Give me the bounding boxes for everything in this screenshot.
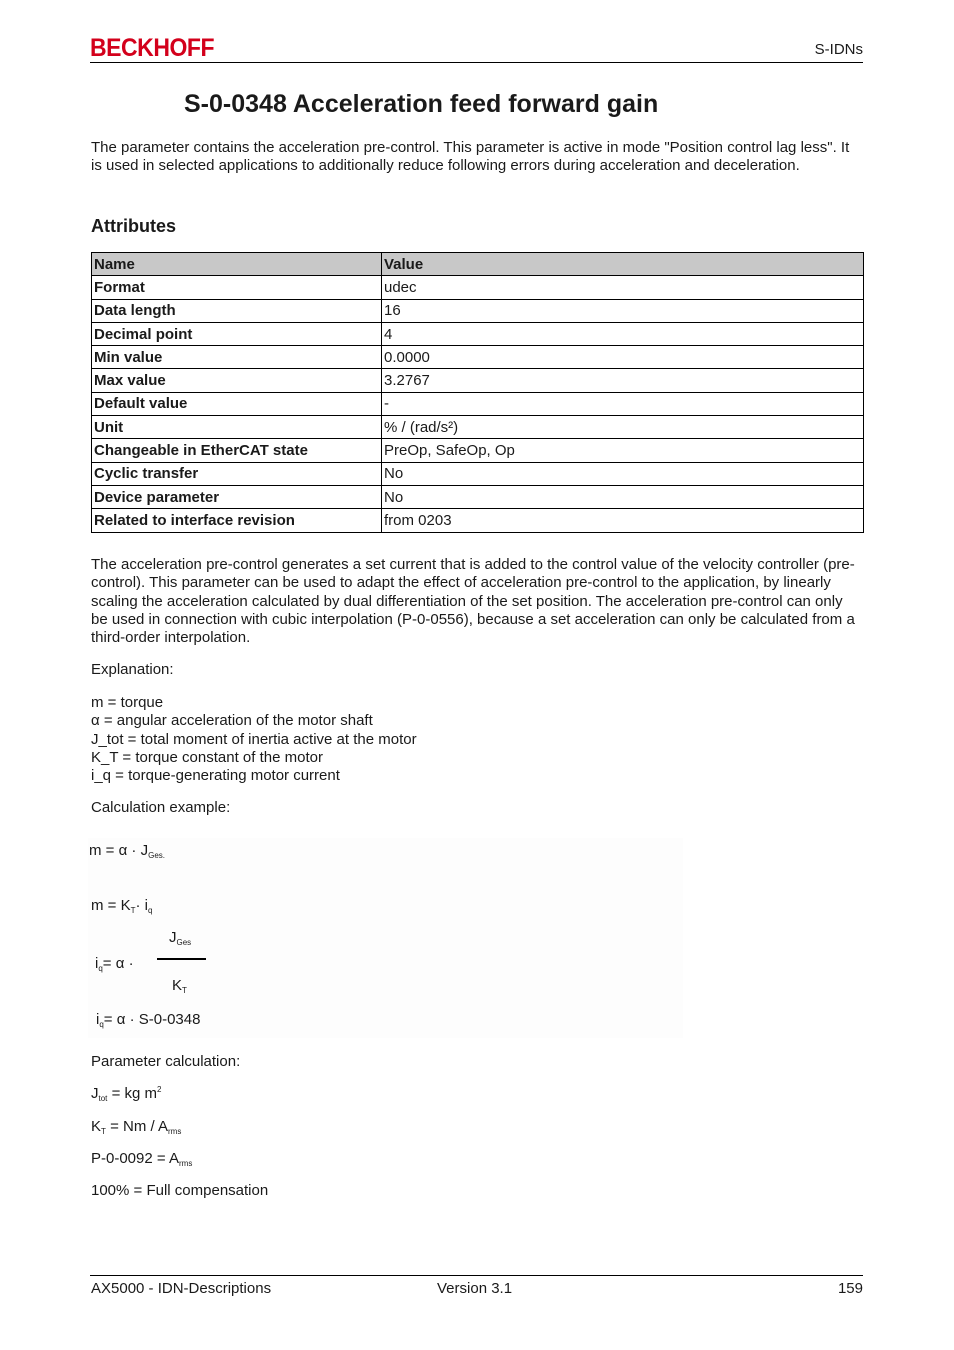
formula-torque-inertia (89, 842, 165, 860)
formula-subscript: T (182, 986, 187, 995)
attr-name: Related to interface revision (92, 509, 382, 532)
table-row (92, 416, 864, 439)
unit-kt (91, 1118, 181, 1136)
formula-subscript: rms (178, 1159, 193, 1168)
formula-text: · i (135, 897, 148, 914)
formula-text: K (91, 1118, 102, 1135)
column-header-name: Name (92, 253, 382, 276)
formula-text: = α · (102, 955, 134, 972)
formula-text: i (96, 1011, 100, 1028)
table-row (92, 276, 864, 299)
attr-name: Default value (92, 392, 382, 415)
formula-text: P-0-0092 = A (91, 1150, 179, 1167)
attr-name: Unit (92, 416, 382, 439)
explanation-list (91, 694, 417, 785)
formula-subscript: T (101, 1127, 106, 1136)
footer-version: Version 3.1 (437, 1280, 513, 1297)
attr-name: Changeable in EtherCAT state (92, 439, 382, 462)
attr-value: 3.2767 (382, 369, 864, 392)
fraction-numerator (169, 929, 191, 947)
formula-text: K (172, 977, 183, 994)
intro-paragraph: The parameter contains the acceleration pre-control. This parameter is active in mode "Position control lag less". It is used in selected applications to additionally reduce following errors during acceleration and deceleration. (91, 139, 850, 175)
beckhoff-logo: BECKHOFF (90, 34, 215, 62)
formula-subscript: rms (168, 1127, 182, 1136)
list-item: m = torque (91, 694, 164, 711)
table-row (92, 392, 864, 415)
attributes-heading: Attributes (91, 216, 176, 236)
footer-rule (90, 1275, 863, 1276)
formula-text: = kg m (107, 1085, 158, 1102)
unit-p0092 (91, 1150, 192, 1168)
calc-example-label: Calculation example: (91, 799, 231, 816)
formula-text: i (95, 955, 99, 972)
attr-name: Decimal point (92, 322, 382, 345)
full-compensation-note: 100% = Full compensation (91, 1182, 269, 1199)
attr-value: 0.0000 (382, 346, 864, 369)
attr-name: Max value (92, 369, 382, 392)
formula-subscript: tot (98, 1094, 108, 1103)
table-row (92, 439, 864, 462)
param-calc-label: Parameter calculation: (91, 1053, 241, 1070)
page-number: 159 (837, 1280, 863, 1297)
attr-value: udec (382, 276, 864, 299)
formula-text: J (169, 929, 177, 946)
header-rule (90, 62, 863, 63)
attr-value: - (382, 392, 864, 415)
attr-name: Min value (92, 346, 382, 369)
explanation-label: Explanation: (91, 661, 174, 678)
footer-document-title: AX5000 - IDN-Descriptions (91, 1280, 272, 1297)
description-paragraph: The acceleration pre-control generates a set current that is added to the control value of the velocity controller (pre-control). This parameter can be used to adapt the effect of acceleration pre-control to the application, by linearly scaling the acceleration calculated by dual differentiation of the set position. The acceleration pre-control can only be used in connection with cubic interpolation (P-0-0556), because a set acceleration can only be calculated from a third-order interpolation. (91, 556, 855, 647)
column-header-value: Value (382, 253, 864, 276)
page-title: S-0-0348 Acceleration feed forward gain (184, 90, 659, 118)
formula-text: = α · S-0-0348 (103, 1011, 201, 1028)
attr-value: PreOp, SafeOp, Op (382, 439, 864, 462)
attr-value: 16 (382, 299, 864, 322)
formula-subscript: Ges (176, 938, 192, 947)
table-row (92, 322, 864, 345)
formula-subscript: q (99, 1020, 104, 1029)
formula-torque-current (91, 897, 152, 915)
attributes-table (91, 252, 864, 533)
formula-text: = Nm / A (105, 1118, 169, 1135)
table-row (92, 346, 864, 369)
formula-current-param (96, 1011, 200, 1029)
formula-superscript: 2 (157, 1085, 162, 1094)
attr-name: Device parameter (92, 485, 382, 508)
unit-jtot (91, 1085, 161, 1103)
fraction-denominator (172, 977, 187, 995)
list-item: J_tot = total moment of inertia active at the motor (91, 730, 417, 748)
formula-subscript: q (148, 906, 153, 915)
attr-value: No (382, 485, 864, 508)
formula-text: m = α · J (89, 842, 149, 859)
list-item: i_q = torque-generating motor current (91, 767, 340, 785)
fraction-bar (157, 958, 206, 960)
section-label: S-IDNs (814, 41, 863, 58)
formula-current-fraction (95, 955, 134, 973)
table-row (92, 299, 864, 322)
formula-subscript: q (98, 964, 103, 973)
list-item: K_T = torque constant of the motor (91, 748, 323, 766)
attr-value: 4 (382, 322, 864, 345)
table-header-row (92, 253, 864, 276)
formula-text: J (91, 1085, 99, 1102)
attr-value: No (382, 462, 864, 485)
formula-subscript: Ges. (148, 851, 165, 860)
attr-name: Format (92, 276, 382, 299)
list-item: α = angular acceleration of the motor shaft (91, 712, 373, 730)
table-row (92, 462, 864, 485)
attr-value: from 0203 (382, 509, 864, 532)
attr-name: Cyclic transfer (92, 462, 382, 485)
formula-text: m = K (91, 897, 131, 914)
table-row (92, 485, 864, 508)
attr-value: % / (rad/s²) (382, 416, 864, 439)
attr-name: Data length (92, 299, 382, 322)
table-row (92, 369, 864, 392)
formula-subscript: T (130, 906, 136, 915)
table-row (92, 509, 864, 532)
